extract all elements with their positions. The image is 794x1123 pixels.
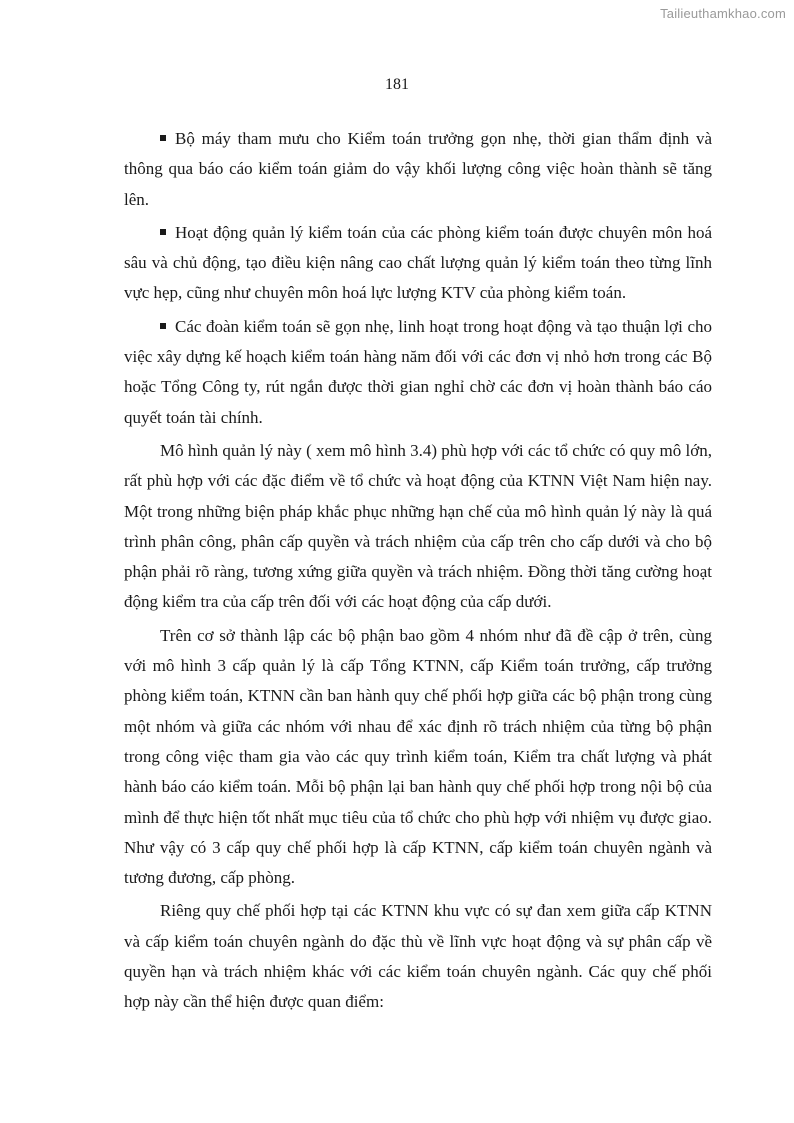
- watermark: Tailieuthamkhao.com: [660, 6, 786, 21]
- paragraph: Riêng quy chế phối hợp tại các KTNN khu vực có sự đan xem giữa cấp KTNN và cấp kiểm toán chuyên ngành do đặc thù về lĩnh vực hoạt động và sự phân cấp về quyền hạn và trách nhiệm khác với các kiểm toán chuyên ngành. Các quy chế phối hợp này cần thể hiện được quan điểm:: [124, 901, 712, 1012]
- bullet-text: Các đoàn kiểm toán sẽ gọn nhẹ, linh hoạt trong hoạt động và tạo thuận lợi cho việc xây dựng kế hoạch kiểm toán hàng năm đối với các đơn vị nhỏ hơn trong các Bộ hoặc Tổng Công ty, rút ngắn được thời gian nghỉ chờ các đơn vị hoàn thành báo cáo quyết toán tài chính.: [124, 316, 712, 427]
- bullet-item: [124, 312, 712, 433]
- bullet-text: Hoạt động quản lý kiểm toán của các phòng kiểm toán được chuyên môn hoá sâu và chủ động, tạo điều kiện nâng cao chất lượng quản lý kiểm toán theo từng lĩnh vực hẹp, cũng như chuyên môn hoá lực lượng KTV của phòng kiểm toán.: [124, 222, 712, 303]
- square-bullet-icon: [160, 323, 166, 329]
- square-bullet-icon: [160, 229, 166, 235]
- document-body: [124, 124, 712, 1021]
- bullet-item: [124, 124, 712, 215]
- square-bullet-icon: [160, 135, 166, 141]
- bullet-item: [124, 218, 712, 309]
- bullet-text: Bộ máy tham mưu cho Kiểm toán trưởng gọn nhẹ, thời gian thẩm định và thông qua báo cáo kiểm toán giảm do vậy khối lượng công việc hoàn thành sẽ tăng lên.: [124, 129, 712, 209]
- paragraph: Mô hình quản lý này ( xem mô hình 3.4) phù hợp với các tổ chức có quy mô lớn, rất phù hợp với các đặc điểm về tổ chức và hoạt động của KTNN Việt Nam hiện nay. Một trong những biện pháp khắc phục những hạn chế của mô hình quản lý này là quá trình phân công, phân cấp quyền và trách nhiệm của cấp trên cho cấp dưới và cho bộ phận phải rõ ràng, tương xứng giữa quyền và trách nhiệm. Đồng thời tăng cường hoạt động kiểm tra của cấp trên đối với các hoạt động của cấp dưới.: [124, 440, 712, 612]
- page-number: 181: [385, 76, 409, 93]
- paragraph: Trên cơ sở thành lập các bộ phận bao gồm 4 nhóm như đã đề cập ở trên, cùng với mô hình 3 cấp quản lý là cấp Tổng KTNN, cấp Kiểm toán trưởng, cấp trưởng phòng kiểm toán, KTNN cần ban hành quy chế phối hợp giữa các bộ phận trong cùng một nhóm và giữa các nhóm với nhau để xác định rõ trách nhiệm của từng bộ phận trong công việc tham gia vào các quy trình kiểm toán, Kiểm tra chất lượng và phát hành báo cáo kiểm toán. Mỗi bộ phận lại ban hành quy chế phối hợp trong nội bộ của mình để thực hiện tốt nhất mục tiêu của tổ chức cho phù hợp với nhiệm vụ được giao. Như vậy có 3 cấp quy chế phối hợp là cấp KTNN, cấp kiểm toán chuyên ngành và tương đương, cấp phòng.: [124, 625, 712, 888]
